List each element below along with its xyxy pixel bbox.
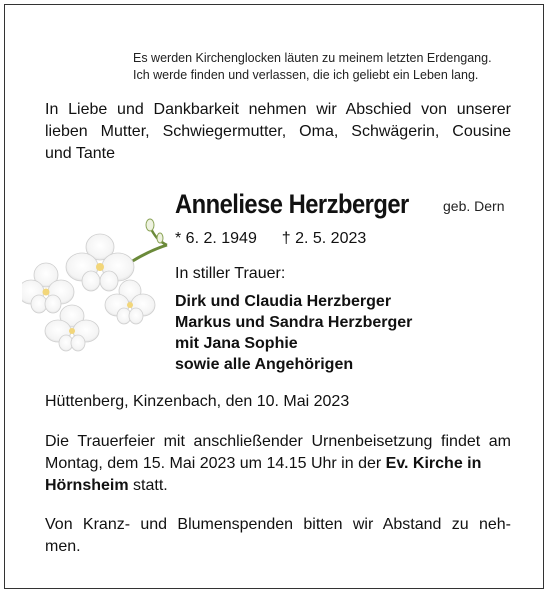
ceremony-info [45, 431, 511, 497]
ceremony-text: statt. [128, 477, 168, 494]
mourners-list [175, 291, 412, 375]
ceremony-line: Die Trauerfeier mit anschließender Urnenbeisetzung findet am [45, 433, 511, 450]
mourning-label: In stiller Trauer: [175, 265, 286, 282]
closing-line: men. [45, 538, 81, 555]
death-date: † 2. 5. 2023 [281, 230, 367, 247]
place-and-date: Hüttenberg, Kinzenbach, den 10. Mai 2023 [45, 393, 350, 410]
ceremony-line [45, 453, 511, 475]
ceremony-text: Montag, dem 15. Mai 2023 um 14.15 Uhr in der [45, 455, 386, 472]
mourner-entry: mit Jana Sophie [175, 335, 298, 352]
motto-verse [133, 50, 533, 84]
mourner-entry: Markus und Sandra Herzberger [175, 314, 413, 331]
birth-date: * 6. 2. 1949 [175, 230, 257, 247]
orchid-flowers-image [22, 205, 172, 355]
mourner-entry: Dirk und Claudia Herzberger [175, 293, 392, 310]
closing-line: Von Kranz- und Blumenspenden bitten wir Abstand zu neh- [45, 516, 511, 533]
deceased-name: Anneliese Herzberger [175, 189, 409, 219]
maiden-name: geb. Dern [443, 198, 505, 214]
motto-line: Es werden Kirchenglocken läuten zu meinem letzten Erdengang. [133, 51, 492, 65]
motto-line: Ich werde finden und verlassen, die ich geliebt ein Leben lang. [133, 68, 479, 82]
closing-note [45, 514, 511, 558]
mourner-entry: sowie alle Angehörigen [175, 356, 354, 373]
intro-line: lieben Mutter, Schwiegermutter, Oma, Schwägerin, Cousine [45, 123, 511, 140]
intro-line: In Liebe und Dankbarkeit nehmen wir Abschied von unserer [45, 101, 511, 118]
deceased-name-row [175, 189, 505, 220]
intro-line: und Tante [45, 145, 115, 162]
ceremony-location: Ev. Kirche in [385, 455, 482, 472]
intro-text [45, 99, 511, 165]
life-dates [175, 230, 366, 248]
ceremony-line [45, 475, 511, 497]
ceremony-location: Hörnsheim [45, 477, 129, 494]
